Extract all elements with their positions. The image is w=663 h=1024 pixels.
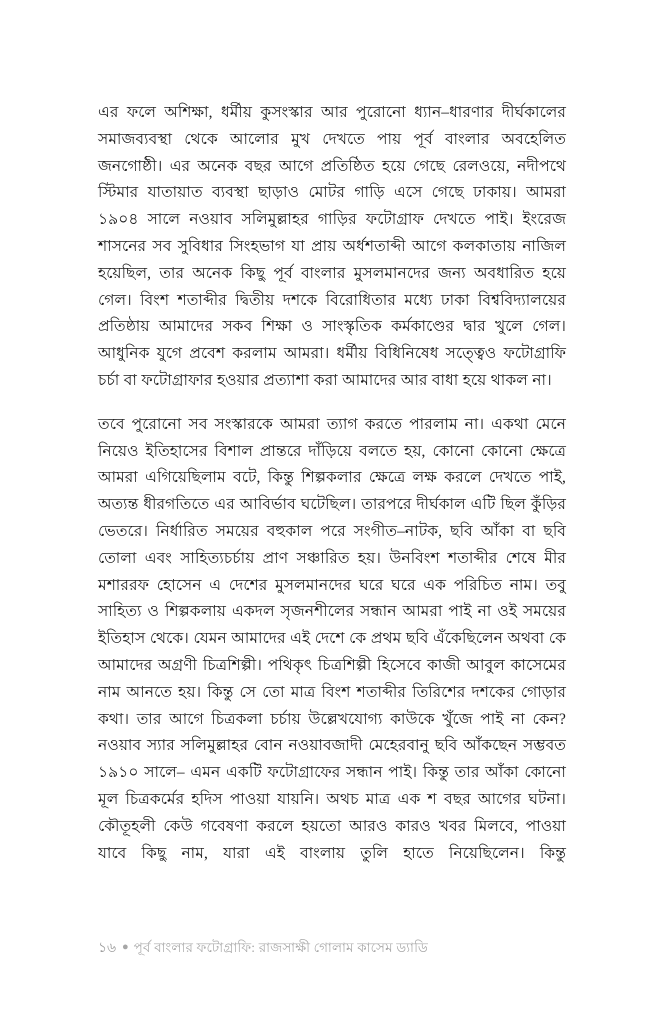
paragraph: এর ফলে অশিক্ষা, ধর্মীয় কুসংস্কার আর পুরোনো ধ্যান–ধারণার দীর্ঘকালের সমাজব্যবস্থা থেকে আলোর মুখ দেখতে পায় পূর্ব বাংলার অবহেলিত জনগোষ্ঠী। এর অনেক বছর আগে প্রতিষ্ঠিত হয়ে গেছে রেলওয়ে, নদীপথে স্টিমার যাতায়াত ব্যবস্থা ছাড়াও মোটর গাড়ি এসে গেছে ঢাকায়। আমরা ১৯০৪ সালে নওয়াব সলিমুল্লাহর গাড়ির ফটোগ্রাফ দেখতে পাই। ইংরেজ শাসনের সব সুবিধার সিংহভাগ যা প্রায় অর্ধশতাব্দী আগে কলকাতায় নাজিল হয়েছিল, তার অনেক কিছু পূর্ব বাংলার মুসলমানদের জন্য অবধারিত হয়ে গেল। বিংশ শতাব্দীর দ্বিতীয় দশকে বিরোধিতার মধ্যে ঢাকা বিশ্ববিদ্যালয়ের প্রতিষ্ঠায় আমাদের সকব শিক্ষা ও সাংস্কৃতিক কর্মকাণ্ডের দ্বার খুলে গেল। আধুনিক যুগে প্রবেশ করলাম আমরা। ধর্মীয় বিধিনিষেধ সত্ত্বেও ফটোগ্রাফি চর্চা বা ফটোগ্রাফার হওয়ার প্রত্যাশা করা আমাদের আর বাধা হয়ে থাকল না।: [98, 104, 566, 389]
book-title: পূর্ব বাংলার ফটোগ্রাফি: রাজসাক্ষী গোলাম কাসেম ড্যাডি: [133, 940, 428, 955]
running-footer: [98, 938, 566, 959]
page-number: ১৬: [98, 940, 116, 955]
bullet-separator-icon: ●: [121, 941, 129, 953]
paragraph: তবে পুরোনো সব সংস্কারকে আমরা ত্যাগ করতে পারলাম না। একথা মেনে নিয়েও ইতিহাসের বিশাল প্রান্তরে দাঁড়িয়ে বলতে হয়, কোনো কোনো ক্ষেত্রে আমরা এগিয়েছিলাম বটে, কিন্তু শিল্পকলার ক্ষেত্রে লক্ষ করলে দেখতে পাই, অত্যন্ত ধীরগতিতে এর আবির্ভাব ঘটেছিল। তারপরে দীর্ঘকাল এটি ছিল কুঁড়ির ভেতরে। নির্ধারিত সময়ের বহুকাল পরে সংগীত–নাটক, ছবি আঁকা বা ছবি তোলা এবং সাহিত্যচর্চায় প্রাণ সঞ্চারিত হয়। উনবিংশ শতাব্দীর শেষে মীর মশাররফ হোসেন এ দেশের মুসলমানদের ঘরে ঘরে এক পরিচিত নাম। তবু সাহিত্য ও শিল্পকলায় একদল সৃজনশীলের সন্ধান আমরা পাই না ওই সময়ের ইতিহাস থেকে। যেমন আমাদের এই দেশে কে প্রথম ছবি এঁকেছিলেন অথবা কে আমাদের অগ্রণী চিত্রশিল্পী। পথিকৃৎ চিত্রশিল্পী হিসেবে কাজী আবুল কাসেমের নাম আনতে হয়। কিন্তু সে তো মাত্র বিংশ শতাব্দীর তিরিশের দশকের গোড়ার কথা। তার আগে চিত্রকলা চর্চায় উল্লেখযোগ্য কাউকে খুঁজে পাই না কেন? নওয়াব স্যার সলিমুল্লাহর বোন নওয়াবজাদী মেহেরবানু ছবি আঁকছেন সম্ভবত ১৯১০ সালে– এমন একটি ফটোগ্রাফের সন্ধান পাই। কিন্তু তার আঁকা কোনো মূল চিত্রকর্মের হদিস পাওয়া যায়নি। অথচ মাত্র এক শ বছর আগের ঘটনা। কৌতূহলী কেউ গবেষণা করলে হয়তো আরও কারও খবর মিলবে, পাওয়া যাবে কিছু নাম, যারা এই বাংলায় তুলি হাতে নিয়েছিলেন। কিন্তু: [98, 415, 566, 862]
body-text-column: [98, 100, 566, 867]
